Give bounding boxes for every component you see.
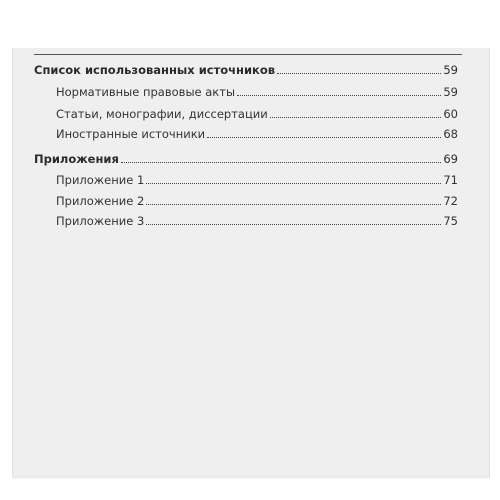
toc-heading-title: Приложения xyxy=(34,152,119,166)
toc-item-title: Нормативные правовые акты xyxy=(56,85,236,99)
dot-leader xyxy=(277,73,441,74)
toc-heading-sources xyxy=(34,62,458,78)
toc-item-title: Статьи, монографии, диссертации xyxy=(56,107,268,121)
toc-item xyxy=(56,193,458,209)
toc-item xyxy=(56,126,458,142)
toc-page-number: 59 xyxy=(443,85,458,99)
toc-item xyxy=(56,213,458,229)
toc-page-number: 59 xyxy=(443,63,458,77)
toc-page-number: 71 xyxy=(443,173,458,187)
top-rule xyxy=(34,54,462,55)
toc-item-title: Приложение 2 xyxy=(56,194,145,208)
toc-page-number: 68 xyxy=(443,127,458,141)
toc-page-number: 72 xyxy=(443,194,458,208)
toc-item xyxy=(56,106,458,122)
page-edge xyxy=(12,476,488,480)
toc-heading-appendices xyxy=(34,151,458,167)
toc-item-title: Иностранные источники xyxy=(56,127,206,141)
toc-page-number: 69 xyxy=(443,152,458,166)
toc-page-number: 60 xyxy=(443,107,458,121)
dot-leader xyxy=(146,183,441,184)
toc-item-title: Приложение 3 xyxy=(56,214,145,228)
toc-heading-title: Список использованных источников xyxy=(34,63,276,77)
dot-leader xyxy=(146,204,441,205)
dot-leader xyxy=(270,117,442,118)
dot-leader xyxy=(146,224,441,225)
toc-item-title: Приложение 1 xyxy=(56,173,145,187)
dot-leader xyxy=(121,162,441,163)
dot-leader xyxy=(237,95,441,96)
dot-leader xyxy=(207,137,441,138)
toc-item xyxy=(56,172,458,188)
toc-item xyxy=(56,84,458,100)
toc-page-number: 75 xyxy=(443,214,458,228)
